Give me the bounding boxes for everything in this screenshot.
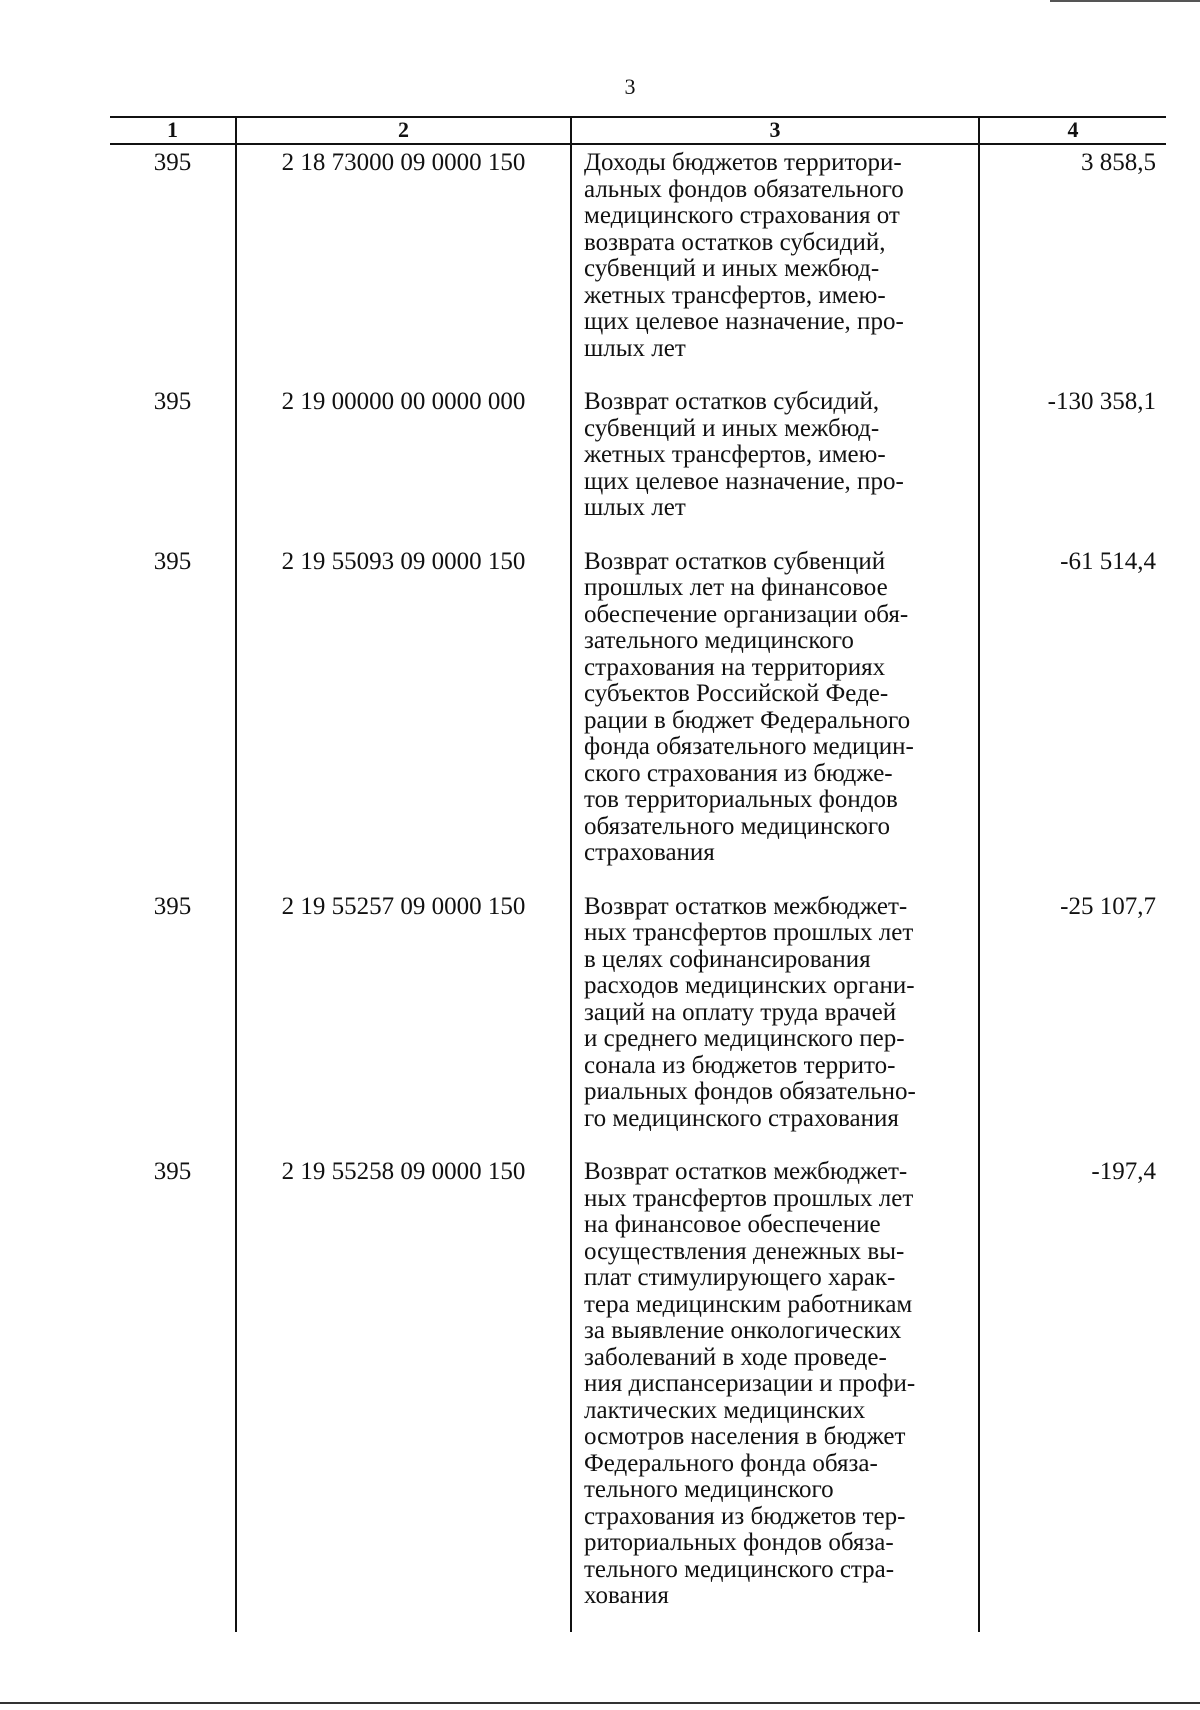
scan-edge-mark — [1050, 0, 1200, 2]
amount-cell: -61 514,4 — [979, 544, 1166, 889]
column-header-2: 2 — [236, 117, 571, 144]
budget-table-container — [110, 116, 1166, 1632]
admin-code-cell: 395 — [153, 388, 192, 415]
description-text: Возврат остатков субвенций прошлых лет на финансовое обеспечение организации обя- зательного медицинского страхования на территориях субъектов Российской Феде- рации в бюджет Федерального фонда обязательного медицин- ского страхования из бюдже- тов территориальных фондов обязательного медицинского страхования — [584, 547, 914, 866]
admin-code-cell: 395 — [153, 149, 192, 176]
table-row — [110, 384, 1166, 544]
admin-code-cell: 395 — [153, 1158, 192, 1185]
description-text: Возврат остатков субсидий, субвенций и иных межбюд- жетных трансфертов, имею- щих целевое назначение, про- шлых лет — [584, 388, 904, 521]
amount-cell: 3 858,5 — [979, 144, 1166, 384]
description-cell — [571, 384, 979, 544]
budget-code-cell: 2 19 55093 09 0000 150 — [236, 544, 571, 889]
description-text: Возврат остатков межбюджет- ных трансфертов прошлых лет в целях софинансирования расходов медицинских органи- заций на оплату труда врачей и среднего медицинского пер- сонала из бюджетов террито- риальных фондов обязательно- го медицинского страхования — [584, 892, 916, 1132]
budget-code-cell: 2 19 55257 09 0000 150 — [236, 889, 571, 1155]
description-text: Доходы бюджетов территори- альных фондов обязательного медицинского страхования от возврата остатков субсидий, субвенций и иных межбюд- жетных трансфертов, имею- щих целевое назначение, про- шлых лет — [584, 149, 904, 362]
table-row — [110, 889, 1166, 1155]
table-row — [110, 1154, 1166, 1632]
table-row — [110, 544, 1166, 889]
amount-cell: -130 358,1 — [979, 384, 1166, 544]
table-header-row — [110, 117, 1166, 144]
admin-code-cell: 395 — [153, 547, 192, 575]
column-header-3: 3 — [571, 117, 979, 144]
amount-cell: -25 107,7 — [979, 889, 1166, 1155]
table-row — [110, 144, 1166, 384]
amount-cell: -197,4 — [979, 1154, 1166, 1632]
description-cell — [571, 144, 979, 384]
column-header-1: 1 — [110, 117, 236, 144]
description-cell — [571, 544, 979, 889]
description-cell — [571, 1154, 979, 1632]
scan-bottom-edge — [0, 1702, 1200, 1704]
budget-code-cell: 2 19 55258 09 0000 150 — [236, 1154, 571, 1632]
description-text: Возврат остатков межбюджет- ных трансфертов прошлых лет на финансовое обеспечение осуществления денежных вы- плат стимулирующего харак- тера медицинским работникам за выявление онкологических заболеваний в ходе проведе- ния диспансеризации и профи- лактических медицинских осмотров населения в бюджет Федерального фонда обяза- тельного медицинского страхования из бюджетов тер- риториальных фондов обяза- тельного медицинского стра- хования — [584, 1158, 916, 1609]
budget-code-cell: 2 19 00000 00 0000 000 — [236, 384, 571, 544]
page-number: 3 — [624, 74, 636, 99]
budget-code-cell: 2 18 73000 09 0000 150 — [236, 144, 571, 384]
budget-table — [110, 116, 1166, 1632]
admin-code-cell: 395 — [153, 892, 192, 920]
column-header-4: 4 — [979, 117, 1166, 144]
description-cell — [571, 889, 979, 1155]
